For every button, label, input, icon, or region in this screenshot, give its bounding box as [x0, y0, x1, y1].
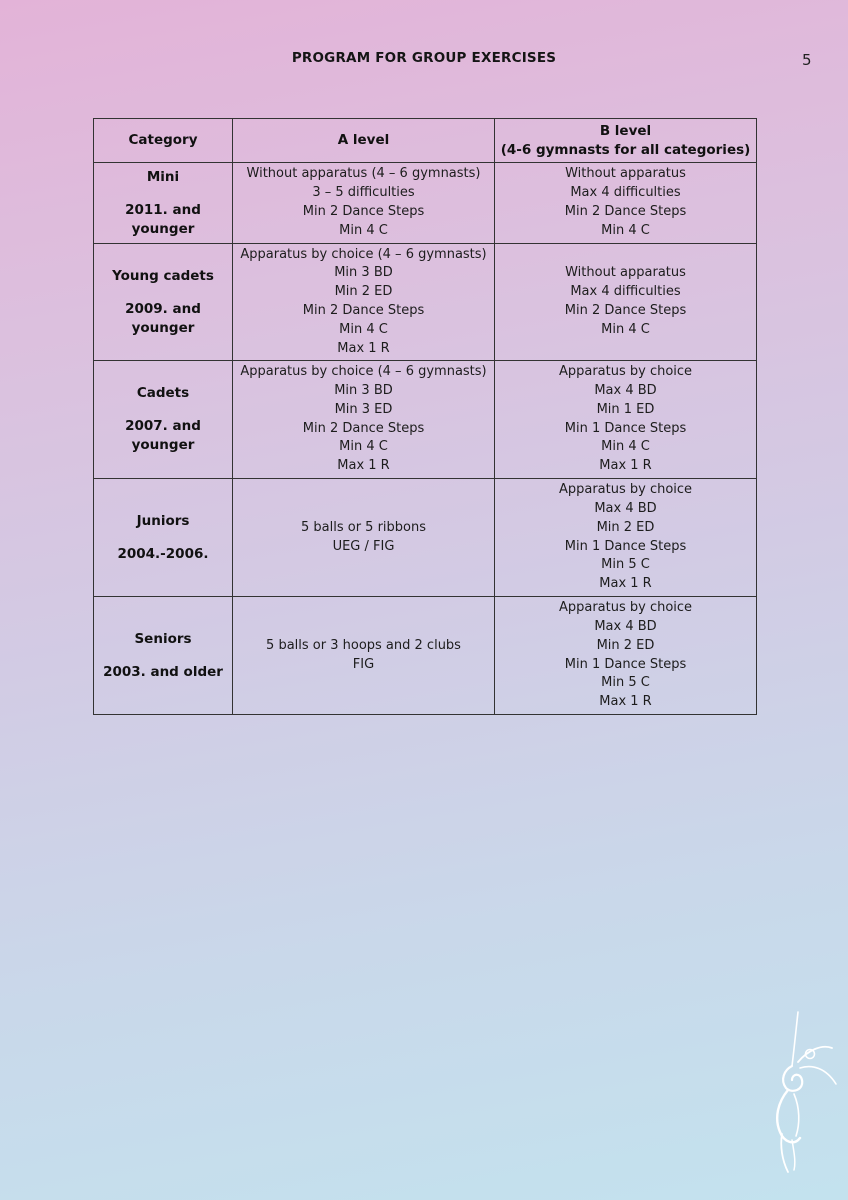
- category-cell: [94, 479, 233, 597]
- category-name: Seniors: [134, 630, 192, 647]
- b-level-line: Max 4 BD: [594, 382, 657, 398]
- header-a-level: A level: [233, 119, 495, 163]
- header-b-level: [495, 119, 757, 163]
- header-b-level-note: (4-6 gymnasts for all categories): [500, 141, 751, 158]
- category-age: 2007. and younger: [125, 418, 201, 453]
- a-level-line: FIG: [352, 656, 375, 672]
- a-level-line: UEG / FIG: [332, 538, 395, 554]
- table-row: [94, 597, 757, 715]
- b-level-line: Without apparatus: [565, 265, 686, 281]
- a-level-line: 3 – 5 difficulties: [312, 185, 415, 201]
- b-level-cell: [495, 597, 757, 715]
- category-age: 2004.-2006.: [117, 545, 209, 562]
- category-age: 2011. and younger: [125, 201, 201, 237]
- category-name: Cadets: [136, 385, 190, 401]
- b-level-line: Max 4 BD: [594, 500, 657, 516]
- category-age: 2003. and older: [103, 663, 223, 680]
- b-level-line: Min 1 Dance Steps: [564, 538, 687, 554]
- category-age: 2009. and younger: [125, 300, 201, 336]
- b-level-line: Apparatus by choice: [558, 482, 693, 498]
- b-level-line: Max 1 R: [599, 694, 652, 710]
- a-level-line: Without apparatus (4 – 6 gymnasts): [246, 166, 481, 182]
- b-level-line: Min 2 ED: [596, 637, 655, 653]
- table-row: [94, 479, 757, 597]
- b-level-line: Max 4 difficulties: [570, 284, 681, 300]
- a-level-line: 5 balls or 3 hoops and 2 clubs: [266, 637, 461, 653]
- a-level-line: 5 balls or 5 ribbons: [300, 519, 426, 535]
- a-level-line: Min 4 C: [339, 222, 388, 238]
- a-level-cell: [233, 479, 495, 597]
- page-number: 5: [802, 51, 812, 69]
- a-level-line: Min 4 C: [339, 439, 388, 455]
- a-level-cell: [233, 361, 495, 479]
- b-level-cell: [495, 244, 757, 361]
- category-name: Mini: [146, 168, 180, 185]
- a-level-line: Apparatus by choice (4 – 6 gymnasts): [240, 246, 487, 262]
- b-level-line: Max 4 BD: [594, 618, 657, 634]
- b-level-line: Max 1 R: [599, 458, 652, 474]
- a-level-line: Min 3 BD: [334, 265, 393, 281]
- a-level-line: Max 1 R: [337, 458, 390, 474]
- a-level-cell: [233, 163, 495, 244]
- category-cell: [94, 244, 233, 361]
- header-category: Category: [94, 119, 233, 163]
- b-level-cell: [495, 163, 757, 244]
- a-level-cell: [233, 244, 495, 361]
- a-level-line: Min 2 Dance Steps: [302, 303, 425, 318]
- a-level-line: Min 3 ED: [334, 401, 393, 417]
- b-level-line: Apparatus by choice: [558, 364, 693, 380]
- b-level-line: Min 2 Dance Steps: [564, 204, 687, 219]
- a-level-cell: [233, 597, 495, 715]
- b-level-line: Min 4 C: [601, 321, 650, 337]
- category-name: Young cadets: [112, 267, 214, 284]
- a-level-line: Min 2 Dance Steps: [302, 204, 425, 219]
- category-cell: [94, 597, 233, 715]
- a-level-line: Min 2 ED: [334, 284, 393, 300]
- b-level-line: Min 1 ED: [596, 401, 655, 417]
- table-header-row: [94, 119, 757, 163]
- category-name: Juniors: [136, 512, 190, 529]
- gymnast-logo-icon: [770, 1010, 840, 1175]
- b-level-line: Apparatus by choice: [558, 600, 693, 616]
- b-level-line: Min 5 C: [601, 675, 650, 691]
- b-level-line: Min 2 ED: [596, 519, 655, 535]
- b-level-line: Without apparatus: [565, 166, 686, 182]
- category-cell: [94, 361, 233, 479]
- a-level-line: Apparatus by choice (4 – 6 gymnasts): [240, 364, 487, 380]
- table-row: [94, 244, 757, 361]
- table-row: [94, 163, 757, 244]
- b-level-line: Min 5 C: [601, 557, 650, 573]
- a-level-line: Min 3 BD: [334, 382, 393, 398]
- b-level-cell: [495, 361, 757, 479]
- b-level-line: Min 1 Dance Steps: [564, 656, 687, 672]
- page-title: PROGRAM FOR GROUP EXERCISES: [291, 50, 557, 66]
- b-level-line: Min 1 Dance Steps: [564, 420, 687, 436]
- header-b-level-title: B level: [599, 122, 652, 139]
- table-row: [94, 361, 757, 479]
- b-level-line: Min 2 Dance Steps: [564, 303, 687, 318]
- a-level-line: Max 1 R: [337, 340, 390, 356]
- b-level-line: Max 4 difficulties: [570, 185, 681, 201]
- b-level-line: Min 4 C: [601, 439, 650, 455]
- a-level-line: Min 2 Dance Steps: [302, 420, 425, 436]
- a-level-line: Min 4 C: [339, 321, 388, 337]
- category-cell: [94, 163, 233, 244]
- b-level-line: Min 4 C: [601, 222, 650, 238]
- b-level-cell: [495, 479, 757, 597]
- b-level-line: Max 1 R: [599, 576, 652, 592]
- group-exercises-table: [93, 118, 757, 715]
